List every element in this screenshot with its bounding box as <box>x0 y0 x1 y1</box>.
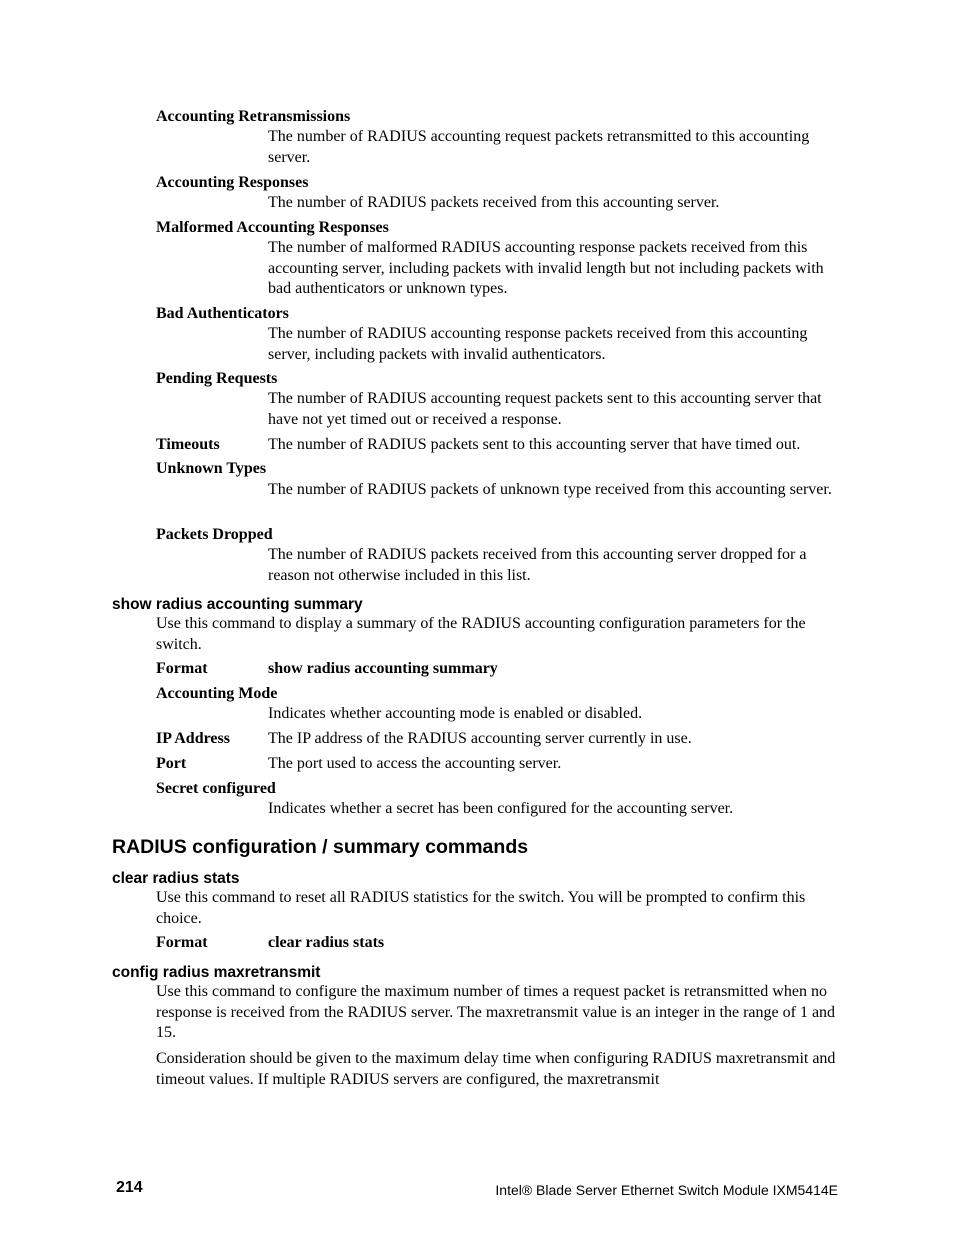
command-heading-clear-radius-stats: clear radius stats <box>112 870 240 887</box>
format-label: Format <box>156 660 208 677</box>
desc-accounting-responses: The number of RADIUS packets received from this accounting server. <box>268 194 720 211</box>
desc-unknown-types: The number of RADIUS packets of unknown type received from this accounting server. <box>268 481 832 498</box>
command-heading-config-radius-maxretransmit: config radius maxretransmit <box>112 964 321 981</box>
term-pending-requests: Pending Requests <box>156 370 278 387</box>
desc-malformed-accounting-responses: The number of malformed RADIUS accounting response packets received from this accounting server, including packets with invalid length but not including packets with bad authenticators or unknown types. <box>268 239 824 297</box>
desc-port: The port used to access the accounting server. <box>268 755 562 772</box>
term-packets-dropped: Packets Dropped <box>156 526 273 543</box>
desc-secret-configured: Indicates whether a secret has been configured for the accounting server. <box>268 800 734 817</box>
maxretransmit-paragraph-1: Use this command to configure the maximum number of times a request packet is retransmitted when no response is received from the RADIUS server. The maxretransmit value is an integer in the range of 1 and 15. <box>156 983 836 1041</box>
term-ip-address: IP Address <box>156 730 230 747</box>
term-secret-configured: Secret configured <box>156 780 276 797</box>
term-accounting-mode: Accounting Mode <box>156 685 278 702</box>
desc-accounting-retransmissions: The number of RADIUS accounting request packets retransmitted to this accounting server. <box>268 128 810 166</box>
footer-document-title: Intel® Blade Server Ethernet Switch Module IXM5414E <box>495 1182 838 1198</box>
term-unknown-types: Unknown Types <box>156 460 267 477</box>
section-title: RADIUS configuration / summary commands <box>112 836 529 858</box>
desc-accounting-mode: Indicates whether accounting mode is enabled or disabled. <box>268 705 643 722</box>
format-label: Format <box>156 934 208 951</box>
term-bad-authenticators: Bad Authenticators <box>156 305 289 322</box>
term-malformed-accounting-responses: Malformed Accounting Responses <box>156 219 389 236</box>
desc-bad-authenticators: The number of RADIUS accounting response packets received from this accounting server, including packets with invalid authenticators. <box>268 325 808 363</box>
desc-ip-address: The IP address of the RADIUS accounting server currently in use. <box>268 730 692 747</box>
term-accounting-responses: Accounting Responses <box>156 174 309 191</box>
command-heading-show-radius-accounting-summary: show radius accounting summary <box>112 596 363 613</box>
term-timeouts: Timeouts <box>156 436 220 453</box>
format-value: clear radius stats <box>268 934 385 951</box>
term-accounting-retransmissions: Accounting Retransmissions <box>156 108 351 125</box>
page-number: 214 <box>116 1179 143 1196</box>
desc-packets-dropped: The number of RADIUS packets received from this accounting server dropped for a reason not otherwise included in this list. <box>268 546 807 584</box>
term-port: Port <box>156 755 187 772</box>
desc-timeouts: The number of RADIUS packets sent to this accounting server that have timed out. <box>268 436 801 453</box>
format-value: show radius accounting summary <box>268 660 498 677</box>
clear-stats-intro: Use this command to reset all RADIUS statistics for the switch. You will be prompted to confirm this choice. <box>156 889 806 927</box>
show-summary-intro: Use this command to display a summary of the RADIUS accounting configuration parameters for the switch. <box>156 615 806 653</box>
maxretransmit-paragraph-2: Consideration should be given to the maximum delay time when configuring RADIUS maxretransmit and timeout values. If multiple RADIUS servers are configured, the maxretransmit <box>156 1050 836 1088</box>
desc-pending-requests: The number of RADIUS accounting request packets sent to this accounting server that have not yet timed out or received a response. <box>268 390 822 428</box>
